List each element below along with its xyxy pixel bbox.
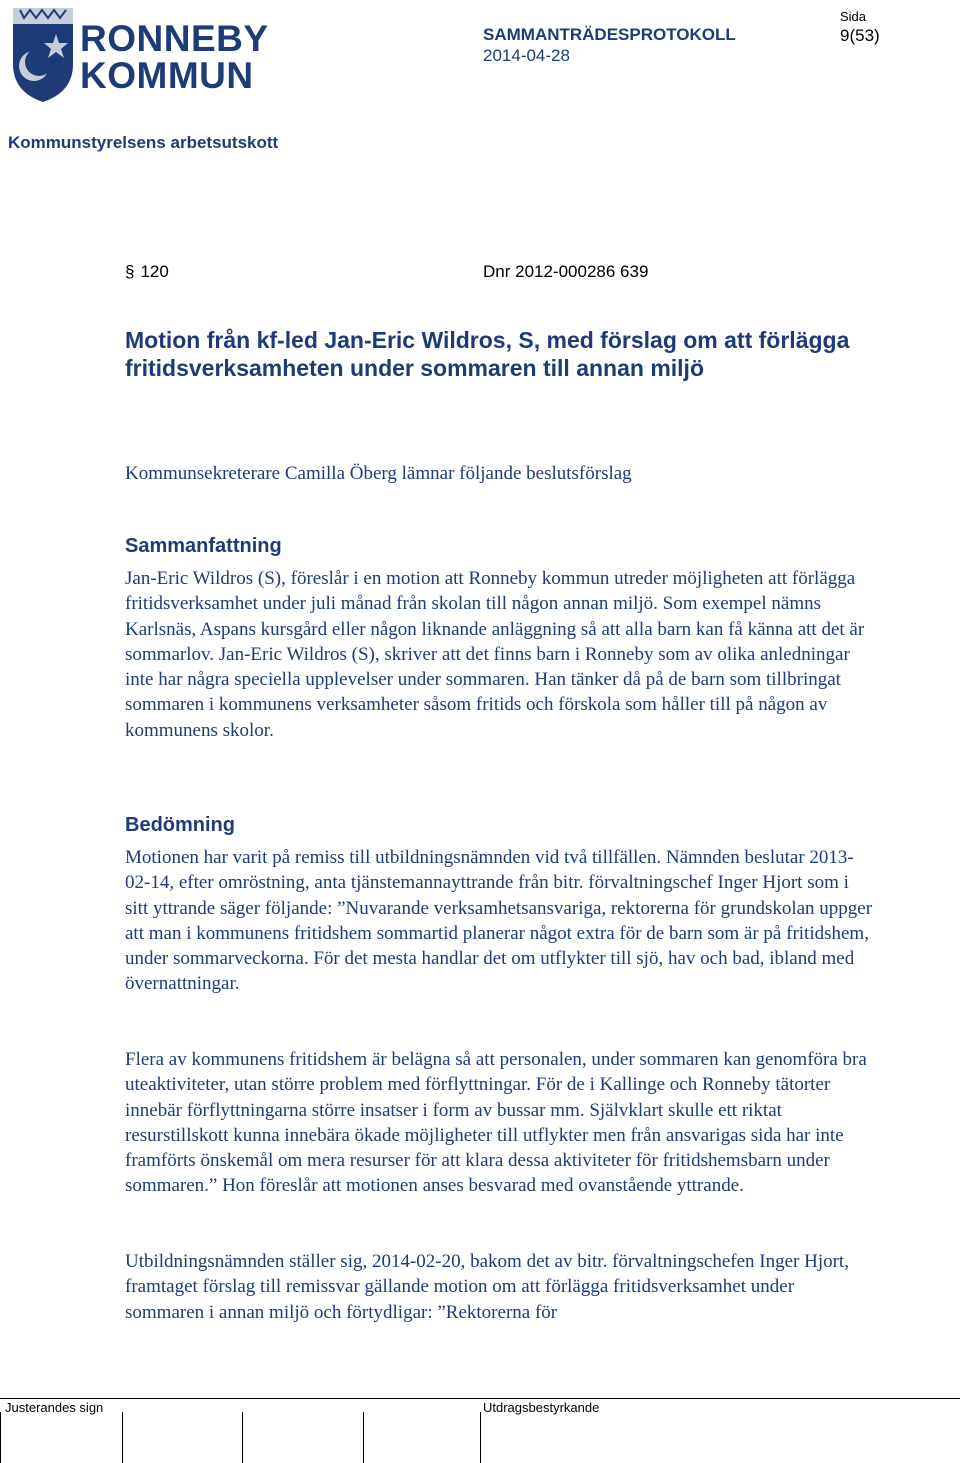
case-number: Dnr 2012-000286 639 [483, 262, 649, 281]
assessment-text-2 [125, 1047, 873, 1199]
extract-box-divider [480, 1412, 481, 1463]
assessment-paragraph-2: Flera av kommunens fritidshem är belägna så att personalen, under sommaren kan genomföra bra uteaktiviteter, utan större problem med förflyttningar. För de i Kallinge och Ronneby tätorter innebär förflyttningarna större insatser i form av bussar mm. Självklart skulle ett riktat resurstillskott kunna innebära ökade möjligheter till utflykter men från ansvarigas sida har inte framförts önskemål om mera resurser för att klara dessa aktiviteter för fritidshemsbarn under sommaren.” Hon föreslår att motionen anses besvarad med ovanstående yttrande. [125, 1049, 867, 1197]
page-number: 9(53) [840, 26, 880, 45]
signature-box-divider [0, 1412, 1, 1463]
section-number: 120 [140, 262, 169, 281]
extract-certification-label: Utdragsbestyrkande [483, 1400, 600, 1415]
coat-of-arms-icon [8, 4, 78, 104]
assessment-text-1 [125, 845, 873, 997]
page-title: Motion från kf-led Jan-Eric Wildros, S, med förslag om att förlägga fritidsverksamheten under sommaren till annan miljö [125, 327, 850, 381]
paragraph-number [125, 262, 169, 282]
assessment-paragraph-3: Utbildningsnämnden ställer sig, 2014-02-20, bakom det av bitr. förvaltningschefen Inger Hjort, framtaget förslag till remissvar gällande motion om att förlägga fritidsverksamhet under sommaren i annan miljö och förtydligar: ”Rektorerna för [125, 1251, 849, 1323]
meeting-date: 2014-04-28 [483, 46, 570, 65]
document-type: SAMMANTRÄDESPROTOKOLL [483, 25, 736, 44]
logo-line2: KOMMUN [80, 55, 254, 96]
assessment-paragraph-1: Motionen har varit på remiss till utbildningsnämnden vid två tillfällen. Nämnden beslutar 2013-02-14, efter omröstning, anta tjänstemannayttrande från bitr. förvaltningschef Inger Hjort som i sitt yttrande säger följande: ”Nuvarande verksamhetsansvariga, rektorerna för grundskolan uppger att man i kommunens fritidshem sommartid planerar något extra för de barn som är på fritidshem, under sommarveckorna. För det mesta handlar det om utflykter till sjö, hav och bad, ibland med övernattningar. [125, 847, 873, 995]
footer-divider [0, 1398, 960, 1399]
logo-line1: RONNEBY [80, 18, 269, 59]
summary-text [125, 566, 873, 743]
section-mark: § [125, 262, 135, 281]
municipality-logo [8, 4, 269, 104]
assessment-heading: Bedömning [125, 814, 235, 836]
summary-paragraph: Jan-Eric Wildros (S), föreslår i en motion att Ronneby kommun utreder möjligheten att förlägga fritidsverksamhet under juli månad från skolan till någon annan miljö. Som exempel nämns Karlsnäs, Aspans kursgård eller någon liknande anläggning så att alla barn kan få känna att det är sommarlov. Jan-Eric Wildros (S), skriver att det finns barn i Ronneby som av olika anledningar inte har några speciella upplevelser under sommaren. Han tänker då på de barn som tillbringat sommaren i kommunens verksamheter såsom fritids och förskola som håller till på någon av kommunens skolor. [125, 568, 865, 741]
assessment-text-3 [125, 1249, 873, 1325]
committee-name: Kommunstyrelsens arbetsutskott [8, 133, 279, 152]
signature-box-divider [122, 1412, 123, 1463]
proposer-line: Kommunsekreterare Camilla Öberg lämnar följande beslutsförslag [125, 463, 632, 484]
signature-box-divider [242, 1412, 243, 1463]
page-label: Sida [840, 9, 867, 24]
signature-label: Justerandes sign [5, 1400, 104, 1415]
signature-box-divider [363, 1412, 364, 1463]
summary-heading: Sammanfattning [125, 535, 282, 557]
